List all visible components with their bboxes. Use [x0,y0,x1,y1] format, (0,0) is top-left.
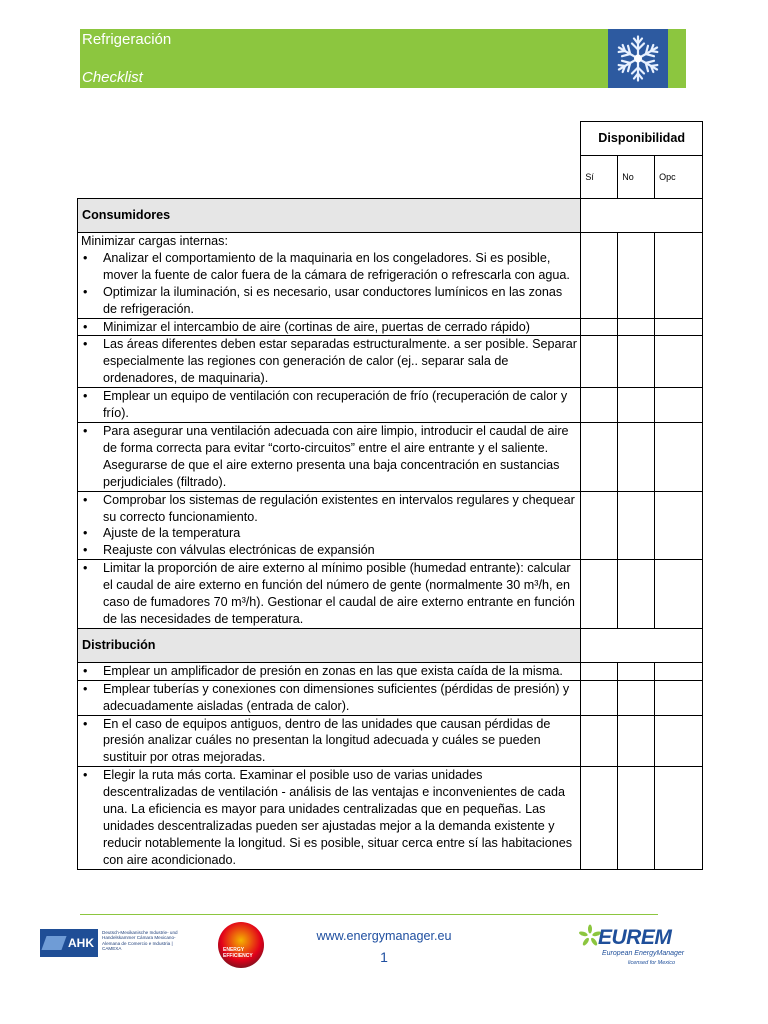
checkbox-cell-opc[interactable] [655,662,703,680]
checklist-bullet-list [81,423,577,491]
section-title: Consumidores [78,199,581,233]
checkbox-cell-no[interactable] [618,318,655,336]
availability-option-no: No [618,156,655,199]
checklist-row [78,233,703,319]
checklist-bullet-list [81,336,577,387]
checkbox-cell-si[interactable] [581,336,618,388]
checkbox-cell-si[interactable] [581,318,618,336]
checkbox-cell-opc[interactable] [655,715,703,767]
checklist-item-intro: Minimizar cargas internas: [81,234,228,248]
snowflake-icon [608,29,668,88]
checklist-item-text [78,233,581,319]
checkbox-cell-si[interactable] [581,715,618,767]
checklist-bullet-list [81,767,577,868]
checkbox-cell-si[interactable] [581,422,618,491]
energy-efficiency-label: ENERGY EFFICIENCY [223,947,253,959]
checklist-bullet: • Emplear un equipo de ventilación con recuperación de frío (recuperación de calor y frío). [103,388,577,422]
section-header-row [78,199,703,233]
checkbox-cell-opc[interactable] [655,336,703,388]
checklist-bullet: • Optimizar la iluminación, si es necesario, usar conductores lumínicos en las zonas de refrigeración. [103,284,577,318]
checklist-row [78,715,703,767]
checklist-bullet: • En el caso de equipos antiguos, dentro de las unidades que causan pérdidas de presión analizar cuáles no presentan la longitud adecuada y cuáles se pueden sustituir por otras mejoradas. [103,716,577,767]
checklist-item-text [78,662,581,680]
checklist-row [78,422,703,491]
checklist-bullet: • Limitar la proporción de aire externo al mínimo posible (humedad entrante): calcular el caudal de aire externo en función del número de gente (normalmente 30 m³/h, en caso de fumadores 70 m³/h). Gestionar el caudal de aire externo entrante en función de las necesidades de temperatura. [103,560,577,628]
checkbox-cell-si[interactable] [581,560,618,629]
checklist-item-text [78,715,581,767]
eurem-wordmark: EUREM [598,926,672,949]
checklist-item-text [78,491,581,560]
ahk-caption: Deutsch-Mexikanische Industrie- und Handelskammer Cámara Mexicano-Alemana de Comercio e Industria | CAMEXA [102,930,178,952]
checkbox-cell-si[interactable] [581,662,618,680]
checklist-bullet-list [81,492,577,560]
checklist-bullet: • Para asegurar una ventilación adecuada con aire limpio, introducir el caudal de aire de forma correcta para evitar “corto-circuitos” entre el aire entrante y el saliente. Asegurarse de que el aire externo presenta una baja concentración en sustancias perjudiciales (filtrado). [103,423,577,491]
page-number: 1 [380,949,388,965]
checkbox-cell-no[interactable] [618,336,655,388]
website-link[interactable]: www.energymanager.eu [316,929,452,943]
checkbox-cell-no[interactable] [618,491,655,560]
checklist-bullet: • Emplear un amplificador de presión en zonas en las que exista caída de la misma. [103,663,577,680]
ahk-logo-mark: AHK [40,929,98,957]
checkbox-cell-no[interactable] [618,233,655,319]
checklist-bullet: • Analizar el comportamiento de la maquinaria en los congeladores. Si es posible, mover la fuente de calor fuera de la cámara de refrigeración o refrescarla con agua. [103,250,577,284]
header-spacer [78,122,581,156]
checklist-bullet-list [81,663,577,680]
footer-divider [80,914,658,915]
checklist-item-text [78,318,581,336]
checklist-bullet-list [81,681,577,715]
page-subtitle: Checklist [82,69,143,86]
checklist-row [78,318,703,336]
checkbox-cell-no[interactable] [618,388,655,423]
checkbox-cell-opc[interactable] [655,560,703,629]
checklist-table [77,121,703,870]
checklist-bullet: • Reajuste con válvulas electrónicas de expansión [103,542,577,559]
section-availability-blank [581,628,703,662]
eurem-logo [576,922,702,968]
checkbox-cell-si[interactable] [581,767,618,869]
checklist-row [78,662,703,680]
checklist-row [78,560,703,629]
checklist-bullet: • Minimizar el intercambio de aire (cortinas de aire, puertas de cerrado rápido) [103,319,577,336]
checkbox-cell-opc[interactable] [655,388,703,423]
checkbox-cell-opc[interactable] [655,680,703,715]
checkbox-cell-no[interactable] [618,560,655,629]
checkbox-cell-si[interactable] [581,388,618,423]
checkbox-cell-no[interactable] [618,662,655,680]
section-availability-blank [581,199,703,233]
checklist-bullet: • Comprobar los sistemas de regulación existentes en intervalos regulares y chequear su correcto funcionamiento. [103,492,577,526]
checkbox-cell-opc[interactable] [655,318,703,336]
checkbox-cell-si[interactable] [581,491,618,560]
checkbox-cell-no[interactable] [618,680,655,715]
checklist-item-text [78,680,581,715]
checkbox-cell-opc[interactable] [655,767,703,869]
page-title: Refrigeración [82,31,172,48]
checklist-row [78,491,703,560]
checklist-bullet-list [81,388,577,422]
availability-header: Disponibilidad [581,122,703,156]
checklist-item-text [78,336,581,388]
availability-option-si: Sí [581,156,618,199]
checklist-row [78,767,703,869]
availability-option-opc: Opc [655,156,703,199]
checklist-bullet: • Elegir la ruta más corta. Examinar el posible uso de varias unidades descentralizadas de ventilación - análisis de las ventajas e inconvenientes de cada una. La eficiencia es mayor para unidades centralizadas que en pequeñas. Las unidades descentralizadas pueden ser ajustadas mejor a la demanda existente y reducir notablemente la longitud. Si es posible, situar cerca entre sí las habitaciones con aire acondicionado. [103,767,577,868]
checklist-row [78,336,703,388]
checklist-bullet-list [81,250,577,318]
section-title: Distribución [78,628,581,662]
section-header-row [78,628,703,662]
checklist-bullet: • Emplear tuberías y conexiones con dimensiones suficientes (pérdidas de presión) y adecuadamente aisladas (entrada de calor). [103,681,577,715]
eurem-tagline: European EnergyManager [602,950,685,957]
checkbox-cell-si[interactable] [581,233,618,319]
header-spacer [78,156,581,199]
checklist-bullet-list [81,560,577,628]
eurem-license: licensed for Mexico [628,960,676,966]
checklist-row [78,680,703,715]
checklist-item-text [78,560,581,629]
checklist-item-text [78,422,581,491]
checklist-bullet-list [81,319,577,336]
checkbox-cell-opc[interactable] [655,422,703,491]
checkbox-cell-opc[interactable] [655,233,703,319]
checklist-bullet: • Las áreas diferentes deben estar separadas estructuralmente. a ser posible. Separar especialmente las regiones con generación de calor (ej.. separar sala de ordenadores, de maquinaria). [103,336,577,387]
checklist-bullet-list [81,716,577,767]
checklist-row [78,388,703,423]
checkbox-cell-opc[interactable] [655,491,703,560]
checkbox-cell-no[interactable] [618,767,655,869]
checklist-item-text [78,767,581,869]
checklist-item-text [78,388,581,423]
checkbox-cell-no[interactable] [618,715,655,767]
checkbox-cell-no[interactable] [618,422,655,491]
checklist-bullet: • Ajuste de la temperatura [103,525,577,542]
checkbox-cell-si[interactable] [581,680,618,715]
